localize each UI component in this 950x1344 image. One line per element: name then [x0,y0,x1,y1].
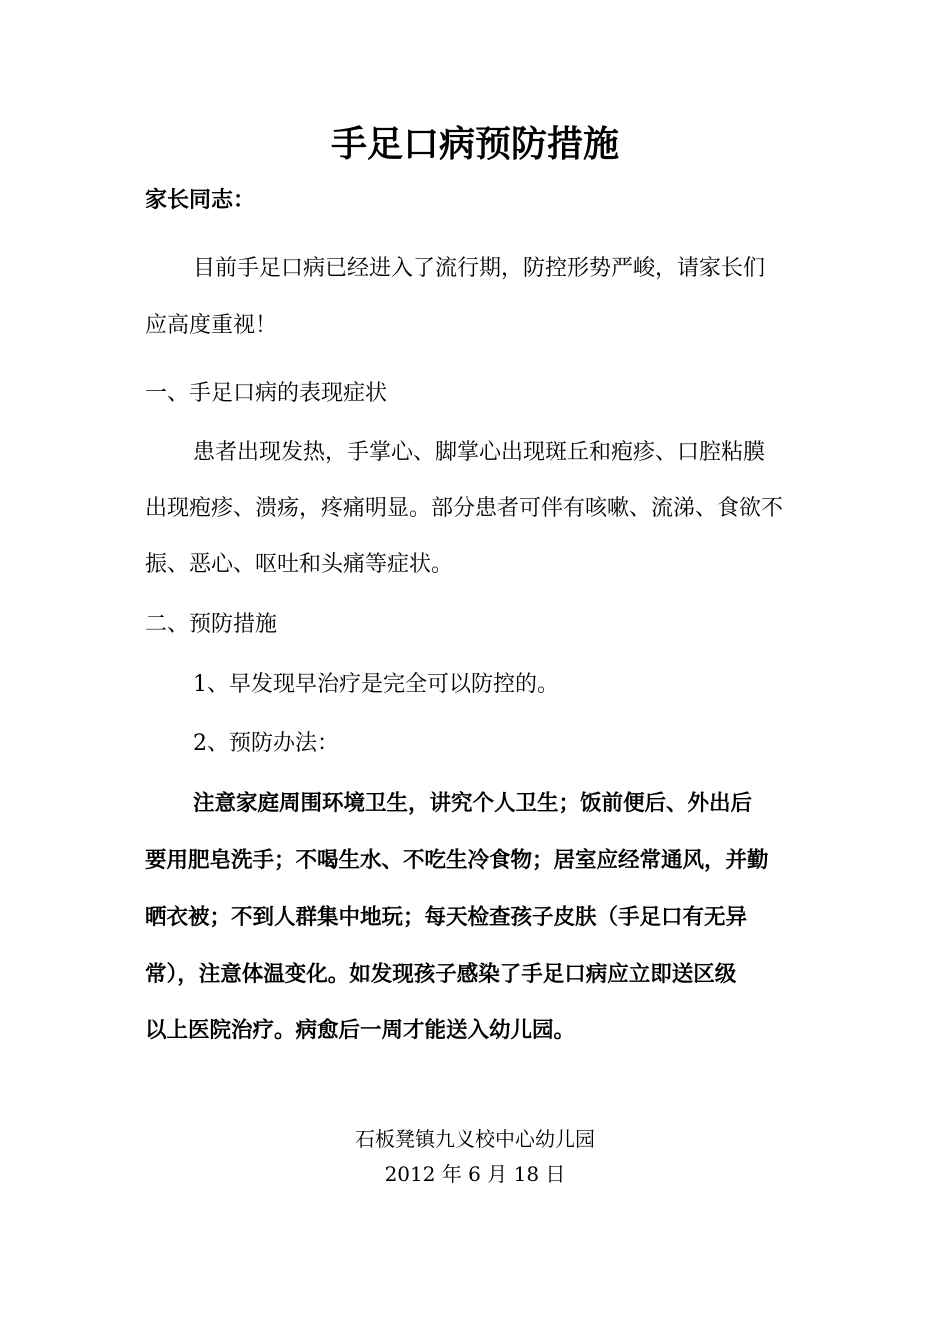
section-2-item-1: 1、早发现早治疗是完全可以防控的。 [193,672,559,697]
greeting: 家长同志： [145,188,256,213]
section-2-item-2: 2、预防办法： [193,731,339,756]
document-title: 手足口病预防措施 [330,124,619,165]
section-1-heading: 一、手足口病的表现症状 [145,381,388,406]
prevention-bold-line-4: 常），注意体温变化。如发现孩子感染了手足口病应立即送区级 [145,962,737,987]
prevention-bold-line-1: 注意家庭周围环境卫生，讲究个人卫生；饭前便后、外出后 [193,791,753,816]
signature-organization: 石板凳镇九义校中心幼儿园 [355,1127,595,1151]
section-1-body-line-2: 出现疱疹、溃疡，疼痛明显。部分患者可伴有咳嗽、流涕、食欲不 [145,496,784,521]
prevention-bold-line-5: 以上医院治疗。病愈后一周才能送入幼儿园。 [145,1018,576,1043]
prevention-bold-line-3: 晒衣被；不到人群集中地玩；每天检查孩子皮肤（手足口有无异 [145,905,748,930]
intro-line-1: 目前手足口病已经进入了流行期，防控形势严峻，请家长们 [193,256,766,281]
signature-date: 2012 年 6 月 18 日 [384,1162,566,1186]
section-1-body-line-1: 患者出现发热，手掌心、脚掌心出现斑丘和疱疹、口腔粘膜 [193,440,766,465]
section-1-body-line-3: 振、恶心、呕吐和头痛等症状。 [145,552,454,577]
prevention-bold-line-2: 要用肥皂洗手；不喝生水、不吃生冷食物；居室应经常通风，并勤 [145,848,769,873]
intro-line-2: 应高度重视！ [145,313,278,338]
section-2-heading: 二、预防措施 [145,612,278,637]
